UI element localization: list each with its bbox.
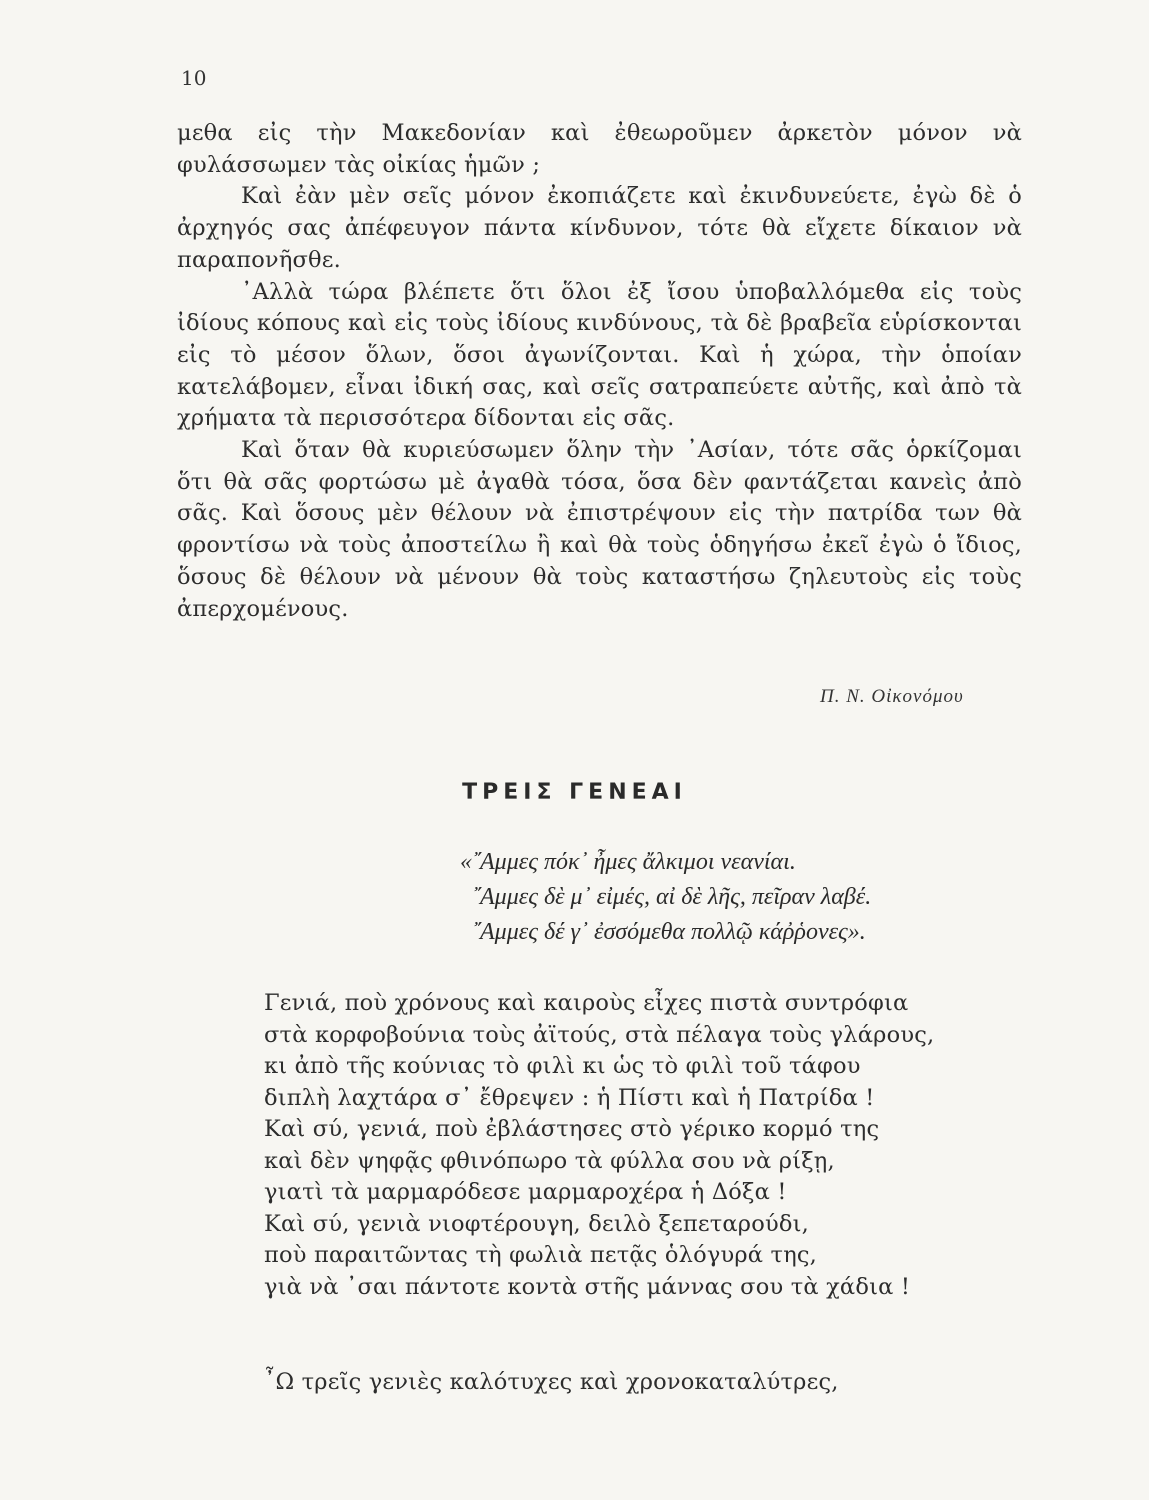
poem-title: ΤΡΕΙΣ ΓΕΝΕΑΙ <box>462 780 687 805</box>
poem-stanza <box>264 1367 839 1399</box>
prose-paragraph: μεθα εἰς τὴν Μακεδονίαν καὶ ἐθεωροῦμεν ἀρκετὸν μόνον νὰ φυλάσσωμεν τὰς οἰκίας ἡμῶν ; <box>177 120 1022 178</box>
poem-line: καὶ δὲν ψηφᾷς φθινόπωρο τὰ φύλλα σου νὰ ρίξῃ, <box>264 1147 835 1174</box>
prose-paragraph: Καὶ ὅταν θὰ κυριεύσωμεν ὅλην τὴν ᾽Ασίαν, τότε σᾶς ὁρκίζομαι ὅτι θὰ σᾶς φορτώσω μὲ ἀγαθὰ τόσα, ὅσα δὲν φαντάζεται κανεὶς ἀπὸ σᾶς. Καὶ ὅσους μὲν θέλουν νὰ ἐπιστρέψουν εἰς τὴν πατρίδα των θὰ φροντίσω νὰ τοὺς ἀποστείλω ἢ καὶ θὰ τοὺς ὁδηγήσω ἐκεῖ ἐγὼ ὁ ἴδιος, ὅσους δὲ θέλουν νὰ μένουν θὰ τοὺς καταστήσω ζηλευτοὺς εἰς τοὺς ἀπερχομένους. <box>177 437 1022 622</box>
poem-line: διπλὴ λαχτάρα σ᾽ ἔθρεψεν : ἡ Πίστι καὶ ἡ Πατρίδα ! <box>264 1084 875 1111</box>
author-signature: Π. Ν. Οἰκονόμου <box>820 686 964 707</box>
epigraph-line: ῎Αμμες δὲ μ᾽ εἰμές, αἰ δὲ λῆς, πεῖραν λαβέ. <box>472 884 872 910</box>
prose-paragraph: Καὶ ἐὰν μὲν σεῖς μόνον ἐκοπιάζετε καὶ ἐκινδυνεύετε, ἐγὼ δὲ ὁ ἀρχηγός σας ἀπέφευγον πάντα κίνδυνον, τότε θὰ εἴχετε δίκαιον νὰ παραπονῆσθε. <box>177 183 1022 273</box>
poem-line: Καὶ σύ, γενιὰ νιοφτέρουγη, δειλὸ ξεπεταρούδι, <box>264 1210 809 1237</box>
poem-line: γιὰ νὰ ᾽σαι πάντοτε κοντὰ στῆς μάννας σου τὰ χάδια ! <box>264 1273 911 1300</box>
poem-line: κι ἀπὸ τῆς κούνιας τὸ φιλὶ κι ὡς τὸ φιλὶ τοῦ τάφου <box>264 1053 861 1079</box>
epigraph-line: «῎Αμμες πόκ᾽ ἦμες ἄλκιμοι νεανίαι. <box>460 849 796 875</box>
poem-epigraph <box>460 845 871 950</box>
poem-line: στὰ κορφοβούνια τοὺς ἀϊτούς, στὰ πέλαγα τοὺς γλάρους, <box>264 1021 935 1048</box>
poem-stanza <box>264 988 934 1303</box>
poem-line: ποὺ παραιτῶντας τὴ φωλιὰ πετᾷς ὁλόγυρά της, <box>264 1242 818 1268</box>
page-number: 10 <box>181 66 207 90</box>
poem-line: Καὶ σύ, γενιά, ποὺ ἐβλάστησες στὸ γέρικο κορμό της <box>264 1116 880 1142</box>
poem-line: ῏Ω τρεῖς γενιὲς καλότυχες καὶ χρονοκαταλύτρες, <box>264 1369 839 1395</box>
poem-line: Γενιά, ποὺ χρόνους καὶ καιροὺς εἶχες πιστὰ συντρόφια <box>264 990 909 1016</box>
prose-body <box>177 118 1022 625</box>
poem-line: γιατὶ τὰ μαρμαρόδεσε μαρμαροχέρα ἡ Δόξα ! <box>264 1179 787 1205</box>
prose-paragraph: ᾽Αλλὰ τώρα βλέπετε ὅτι ὅλοι ἐξ ἴσου ὑποβαλλόμεθα εἰς τοὺς ἰδίους κόπους καὶ εἰς τοὺς ἰδίους κινδύνους, τὰ δὲ βραβεῖα εὑρίσκονται εἰς τὸ μέσον ὅλων, ὅσοι ἀγωνίζονται. Καὶ ἡ χώρα, τὴν ὁποίαν κατελάβομεν, εἶναι ἰδική σας, καὶ σεῖς σατραπεύετε αὐτῆς, καὶ ἀπὸ τὰ χρήματα τὰ περισσότερα δίδονται εἰς σᾶς. <box>177 278 1022 432</box>
epigraph-line: ῎Αμμες δέ γ᾽ ἐσσόμεθα πολλῷ κάῤῥονες». <box>472 919 866 945</box>
